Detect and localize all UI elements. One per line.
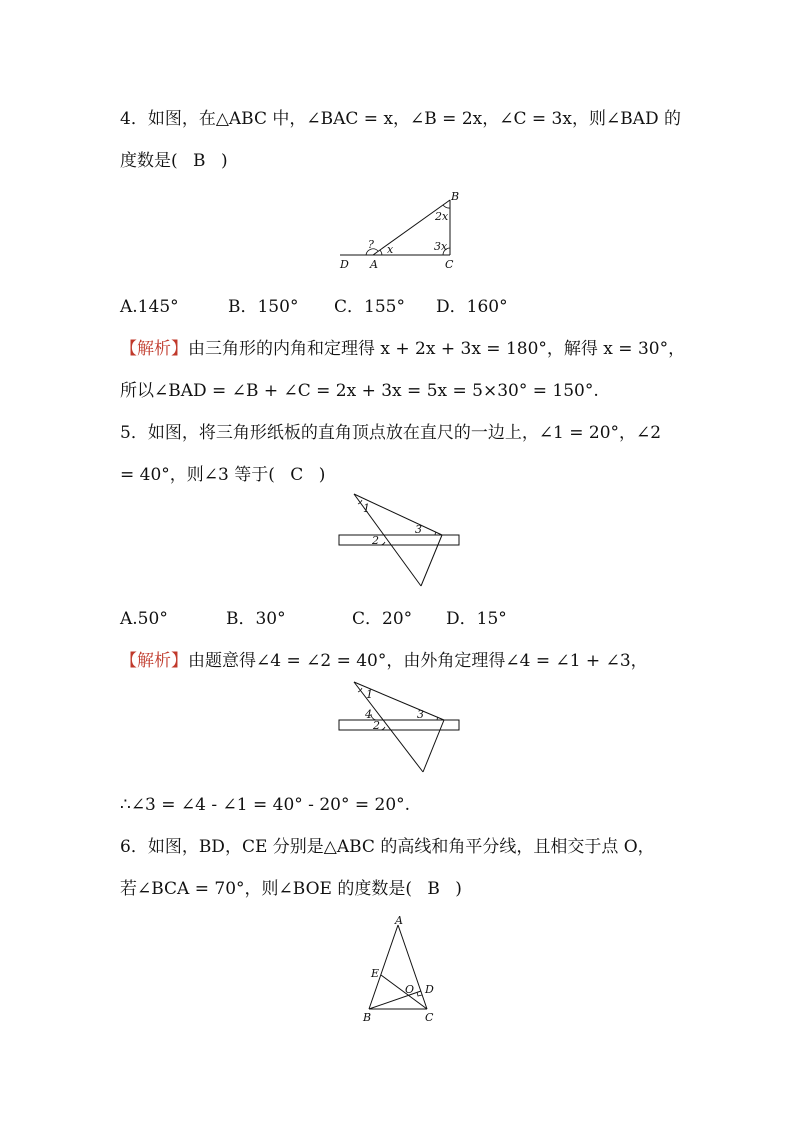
q4-option-a: A.145° (120, 297, 179, 317)
q4-analysis-line2: 所以∠BAD = ∠B + ∠C = 2x + 3x = 5x = 5×30° = 150°. (120, 381, 599, 401)
q5-option-b: B．30° (226, 609, 286, 629)
q5-stem-text: = 40°，则∠3 等于( (120, 465, 275, 485)
q4-answer: B (193, 151, 206, 171)
q4-option-b: B．150° (228, 297, 299, 317)
q5-figure (335, 490, 465, 590)
q4-label-3x: 3x (434, 240, 448, 253)
q4-label-A: A (370, 258, 378, 271)
q5-option-c: C．20° (352, 609, 413, 629)
q5-stem-line1: 5．如图，将三角形纸板的直角顶点放在直尺的一边上，∠1 = 20°，∠2 (120, 423, 662, 443)
q4-label-B: B (451, 190, 460, 203)
q6-answer: B (427, 879, 440, 899)
q6-figure (355, 915, 445, 1025)
q6-side-AC (398, 925, 427, 1009)
q4-close-paren: ) (220, 151, 228, 171)
q5-triangle-leg-right (421, 535, 442, 586)
q5-analysis-line2: ∴∠3 = ∠4 - ∠1 = 40° - 20° = 20°. (120, 795, 411, 815)
q5b-label-2: 2 (373, 719, 380, 732)
q5-option-d: D．15° (446, 609, 507, 629)
q5b-label-4: 4 (365, 708, 372, 721)
q5-label-2: 2 (372, 534, 379, 547)
q5b-label-3: 3 (417, 708, 424, 721)
q4-figure (335, 190, 465, 270)
q4-analysis-line1 (120, 338, 685, 360)
q5-options (120, 608, 507, 630)
q6-label-C: C (425, 1011, 434, 1024)
q6-stem-line1: 6．如图，BD，CE 分别是△ABC 的高线和角平分线，且相交于点 O， (120, 837, 655, 857)
q4-label-2x: 2x (435, 210, 449, 223)
q4-option-d: D．160° (436, 297, 508, 317)
q5-stem-line2 (120, 464, 325, 486)
q6-segment-CE (381, 975, 427, 1009)
q5b-label-1: 1 (366, 688, 373, 701)
q6-label-E: E (371, 967, 380, 980)
q4-stem-text: 度数是( (120, 151, 178, 171)
q4-options (120, 296, 508, 318)
q4-analysis-text1: 由三角形的内角和定理得 x + 2x + 3x = 180°，解得 x = 30°， (188, 339, 686, 359)
q6-label-O: O (405, 983, 415, 996)
q5-analysis-figure (335, 678, 465, 778)
q4-stem-line2 (120, 150, 228, 172)
q4-angle-B-arc (443, 205, 450, 208)
q4-label-x: x (387, 243, 394, 256)
q5-analysis-line1 (120, 650, 648, 672)
q4-label-C: C (445, 258, 454, 271)
q5-option-a: A.50° (120, 609, 168, 629)
q4-label-unknown: ? (368, 238, 374, 251)
q5-analysis-text1: 由题意得∠4 = ∠2 = 40°，由外角定理得∠4 = ∠1 + ∠3， (188, 651, 648, 671)
q6-label-B: B (363, 1011, 372, 1024)
q4-analysis-tag: 【解析】 (120, 339, 188, 359)
q4-option-c: C．155° (334, 297, 405, 317)
q6-stem-line2 (120, 878, 462, 900)
q5b-triangle-leg-left (354, 682, 423, 772)
q4-stem-line1: 4．如图，在△ABC 中，∠BAC = x，∠B = 2x，∠C = 3x，则∠BAD 的 (120, 109, 681, 129)
q5-answer: C (290, 465, 304, 485)
q6-label-D: D (425, 983, 434, 996)
q5b-triangle-leg-right (423, 720, 444, 772)
q6-label-A: A (395, 914, 403, 927)
q4-angle-A-arc (380, 250, 382, 255)
q5-label-1: 1 (363, 502, 370, 515)
q5-analysis-tag: 【解析】 (120, 651, 188, 671)
q5-close-paren: ) (318, 465, 326, 485)
q5-label-3: 3 (415, 523, 422, 536)
q6-stem-text: 若∠BCA = 70°，则∠BOE 的度数是( (120, 879, 412, 899)
q6-close-paren: ) (455, 879, 462, 899)
q4-label-D: D (340, 258, 349, 271)
